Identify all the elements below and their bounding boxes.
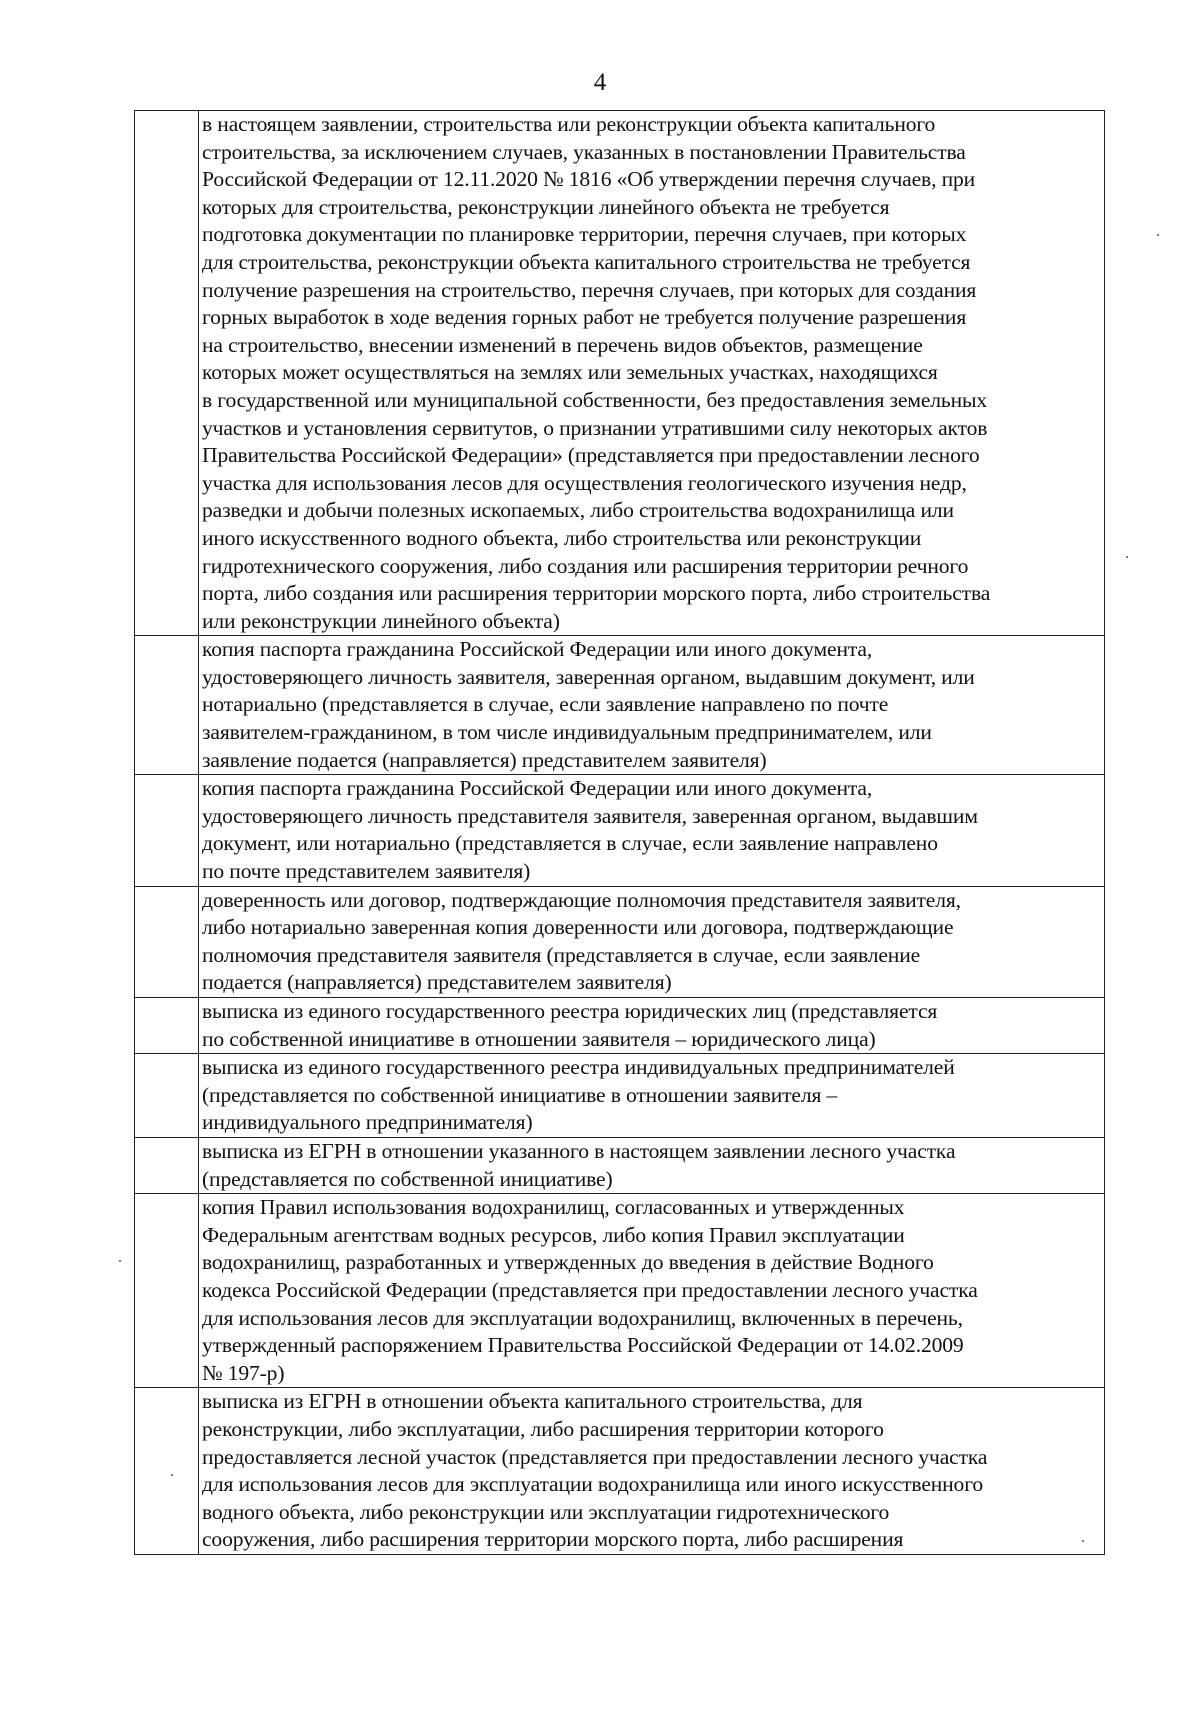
text-line: копия паспорта гражданина Российской Федерации или иного документа, xyxy=(202,776,873,801)
text-line: Федеральным агентствам водных ресурсов, либо копия Правил эксплуатации xyxy=(202,1222,905,1247)
checkbox-cell xyxy=(135,636,199,775)
text-line: по собственной инициативе в отношении заявителя – юридического лица) xyxy=(202,1026,876,1051)
table-row xyxy=(135,1388,1105,1555)
text-line: для использования лесов для эксплуатации водохранилища или иного искусственного xyxy=(202,1472,984,1497)
document-item-text xyxy=(199,1194,1105,1388)
text-line: разведки и добычи полезных ископаемых, либо строительства водохранилища или xyxy=(202,498,954,523)
document-item-text xyxy=(199,998,1105,1054)
text-line: предоставляется лесной участок (представляется при предоставлении лесного участка xyxy=(202,1444,988,1469)
text-line: горных выработок в ходе ведения горных работ не требуется получение разрешения xyxy=(202,305,967,330)
text-line: кодекса Российской Федерации (представляется при предоставлении лесного участка xyxy=(202,1277,978,1302)
page-number: 4 xyxy=(593,69,607,96)
text-line: участка для использования лесов для осуществления геологического изучения недр, xyxy=(202,470,967,495)
checkbox-cell xyxy=(135,1194,199,1388)
checkbox-cell xyxy=(135,1388,199,1555)
table-row xyxy=(135,998,1105,1054)
document-item-text xyxy=(199,111,1105,636)
checkbox-cell xyxy=(135,998,199,1054)
document-item-text xyxy=(199,775,1105,886)
text-line: Российской Федерации от 12.11.2020 № 1816 «Об утверждении перечня случаев, при xyxy=(202,167,976,192)
table-row xyxy=(135,775,1105,886)
text-line: копия паспорта гражданина Российской Федерации или иного документа, xyxy=(202,637,873,662)
text-line: на строительство, внесении изменений в перечень видов объектов, размещение xyxy=(202,332,923,357)
scan-speck xyxy=(171,1474,173,1476)
text-line: выписка из ЕГРН в отношении объекта капитального строительства, для xyxy=(202,1389,863,1414)
table-row xyxy=(135,1054,1105,1138)
checkbox-cell xyxy=(135,886,199,997)
document-table xyxy=(134,110,1105,1555)
text-line: подается (направляется) представителем заявителя) xyxy=(202,970,672,995)
text-line: индивидуального предпринимателя) xyxy=(202,1110,533,1135)
text-line: по почте представителем заявителя) xyxy=(202,859,531,884)
text-line: нотариально (представляется в случае, если заявление направлено по почте xyxy=(202,692,889,717)
document-item-text xyxy=(199,886,1105,997)
text-line: в настоящем заявлении, строительства или реконструкции объекта капитального xyxy=(202,112,936,136)
text-line: (представляется по собственной инициативе в отношении заявителя – xyxy=(202,1082,838,1107)
text-line: (представляется по собственной инициативе) xyxy=(202,1166,613,1191)
document-item-text xyxy=(199,1388,1105,1555)
text-line: документ, или нотариально (представляется в случае, если заявление направлено xyxy=(202,831,938,856)
text-line: Правительства Российской Федерации» (представляется при предоставлении лесного xyxy=(202,443,980,468)
text-line: которых может осуществляться на землях или земельных участках, находящихся xyxy=(202,360,938,385)
text-line: заявителем-гражданином, в том числе индивидуальным предпринимателем, или xyxy=(202,720,932,745)
table-row xyxy=(135,636,1105,775)
text-line: участков и установления сервитутов, о признании утратившими силу некоторых актов xyxy=(202,415,988,440)
text-line: строительства, за исключением случаев, указанных в постановлении Правительства xyxy=(202,139,966,164)
text-line: либо нотариально заверенная копия доверенности или договора, подтверждающие xyxy=(202,915,954,940)
text-line: копия Правил использования водохранилищ, согласованных и утвержденных xyxy=(202,1195,905,1220)
text-line: подготовка документации по планировке территории, перечня случаев, при которых xyxy=(202,222,967,247)
text-line: выписка из ЕГРН в отношении указанного в настоящем заявлении лесного участка xyxy=(202,1138,956,1163)
text-line: выписка из единого государственного реестра индивидуальных предпринимателей xyxy=(202,1055,955,1080)
checkbox-cell xyxy=(135,775,199,886)
text-line: водохранилищ, разработанных и утвержденных до введения в действие Водного xyxy=(202,1250,934,1275)
scan-speck xyxy=(1157,234,1159,236)
text-line: реконструкции, либо эксплуатации, либо расширения территории которого xyxy=(202,1416,884,1441)
table-row xyxy=(135,1194,1105,1388)
checkbox-cell xyxy=(135,1137,199,1193)
table-row xyxy=(135,111,1105,636)
text-line: удостоверяющего личность представителя заявителя, заверенная органом, выдавшим xyxy=(202,803,978,828)
text-line: в государственной или муниципальной собственности, без предоставления земельных xyxy=(202,387,988,412)
text-line: водного объекта, либо реконструкции или эксплуатации гидротехнического xyxy=(202,1499,890,1524)
document-item-text xyxy=(199,1054,1105,1138)
checkbox-cell xyxy=(135,111,199,636)
text-line: № 197-р) xyxy=(202,1360,285,1385)
document-item-text xyxy=(199,636,1105,775)
text-line: гидротехнического сооружения, либо создания или расширения территории речного xyxy=(202,553,969,578)
text-line: заявление подается (направляется) представителем заявителя) xyxy=(202,747,767,772)
text-line: для использования лесов для эксплуатации водохранилищ, включенных в перечень, xyxy=(202,1305,963,1330)
text-line: сооружения, либо расширения территории морского порта, либо расширения xyxy=(202,1527,904,1552)
text-line: удостоверяющего личность заявителя, заверенная органом, выдавшим документ, или xyxy=(202,664,975,689)
text-line: иного искусственного водного объекта, либо строительства или реконструкции xyxy=(202,525,922,550)
text-line: которых для строительства, реконструкции линейного объекта не требуется xyxy=(202,194,890,219)
text-line: порта, либо создания или расширения территории морского порта, либо строительства xyxy=(202,581,991,606)
text-line: полномочия представителя заявителя (представляется в случае, если заявление xyxy=(202,942,921,967)
checkbox-cell xyxy=(135,1054,199,1138)
scan-speck xyxy=(119,1260,121,1262)
text-line: утвержденный распоряжением Правительства Российской Федерации от 14.02.2009 xyxy=(202,1333,964,1358)
document-item-text xyxy=(199,1137,1105,1193)
text-line: выписка из единого государственного реестра юридических лиц (представляется xyxy=(202,999,938,1023)
text-line: получение разрешения на строительство, перечня случаев, при которых для создания xyxy=(202,277,977,302)
text-line: или реконструкции линейного объекта) xyxy=(202,608,560,633)
scan-speck xyxy=(1082,1540,1084,1542)
scan-speck xyxy=(1126,556,1128,558)
text-line: для строительства, реконструкции объекта капитального строительства не требуется xyxy=(202,249,971,274)
table-row xyxy=(135,1137,1105,1193)
table-row xyxy=(135,886,1105,997)
text-line: доверенность или договор, подтверждающие полномочия представителя заявителя, xyxy=(202,887,961,912)
